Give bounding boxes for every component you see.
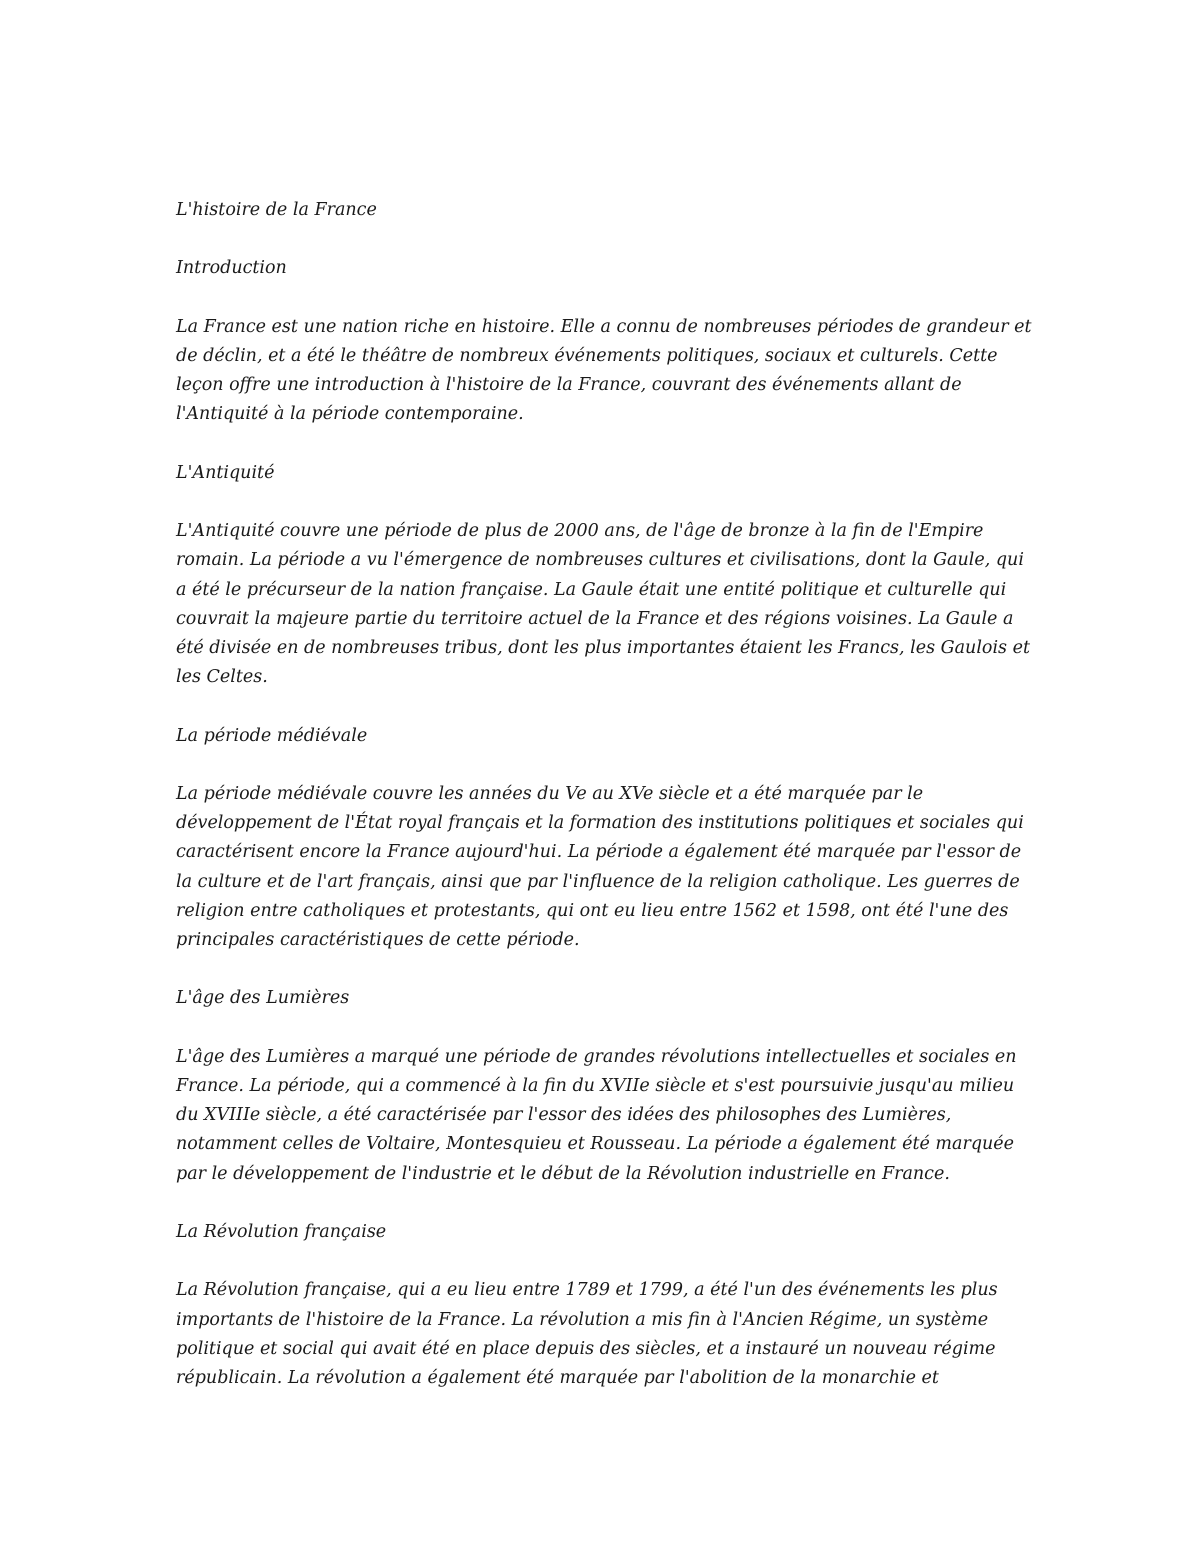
document-content xyxy=(176,196,1036,1422)
section-body-revolution-francaise: La Révolution française, qui a eu lieu entre 1789 et 1799, a été l'un des événements les plus importants de l'histoire de la France. La révolution a mis fin à l'Ancien Régime, un système politique et social qui avait été en place depuis des siècles, et a instauré un nouveau régime républicain. La révolution a également été marquée par l'abolition de la monarchie et xyxy=(176,1280,998,1388)
section-heading-age-des-lumieres: L'âge des Lumières xyxy=(176,988,350,1009)
section-heading-antiquite: L'Antiquité xyxy=(176,462,275,483)
section-body-antiquite: L'Antiquité couvre une période de plus de 2000 ans, de l'âge de bronze à la fin de l'Empire romain. La période a vu l'émergence de nombreuses cultures et civilisations, dont la Gaule, qui a été le précurseur de la nation française. La Gaule était une entité politique et culturelle qui couvrait la majeure partie du territoire actuel de la France et des régions voisines. La Gaule a été divisée en de nombreuses tribus, dont les plus importantes étaient les Francs, les Gaulois et les Celtes. xyxy=(176,521,1030,688)
section-heading-introduction: Introduction xyxy=(176,258,287,279)
section-heading-periode-medievale: La période médiévale xyxy=(176,725,368,746)
section-body-age-des-lumieres: L'âge des Lumières a marqué une période de grandes révolutions intellectuelles et sociales en France. La période, qui a commencé à la fin du XVIIe siècle et s'est poursuivie jusqu'au milieu du XVIIIe siècle, a été caractérisée par l'essor des idées des philosophes des Lumières, notamment celles de Voltaire, Montesquieu et Rousseau. La période a également été marquée par le développement de l'industrie et le début de la Révolution industrielle en France. xyxy=(176,1046,1017,1184)
section-body-periode-medievale: La période médiévale couvre les années du Ve au XVe siècle et a été marquée par le développement de l'État royal français et la formation des institutions politiques et sociales qui caractérisent encore la France aujourd'hui. La période a également été marquée par l'essor de la culture et de l'art français, ainsi que par l'influence de la religion catholique. Les guerres de religion entre catholiques et protestants, qui ont eu lieu entre 1562 et 1598, ont été l'une des principales caractéristiques de cette période. xyxy=(176,783,1024,950)
section-body-introduction: La France est une nation riche en histoire. Elle a connu de nombreuses périodes de grandeur et de déclin, et a été le théâtre de nombreux événements politiques, sociaux et culturels. Cette leçon offre une introduction à l'histoire de la France, couvrant des événements allant de l'Antiquité à la période contemporaine. xyxy=(176,316,1032,425)
document-title: L'histoire de la France xyxy=(176,200,377,220)
section-heading-revolution-francaise: La Révolution française xyxy=(176,1221,387,1242)
